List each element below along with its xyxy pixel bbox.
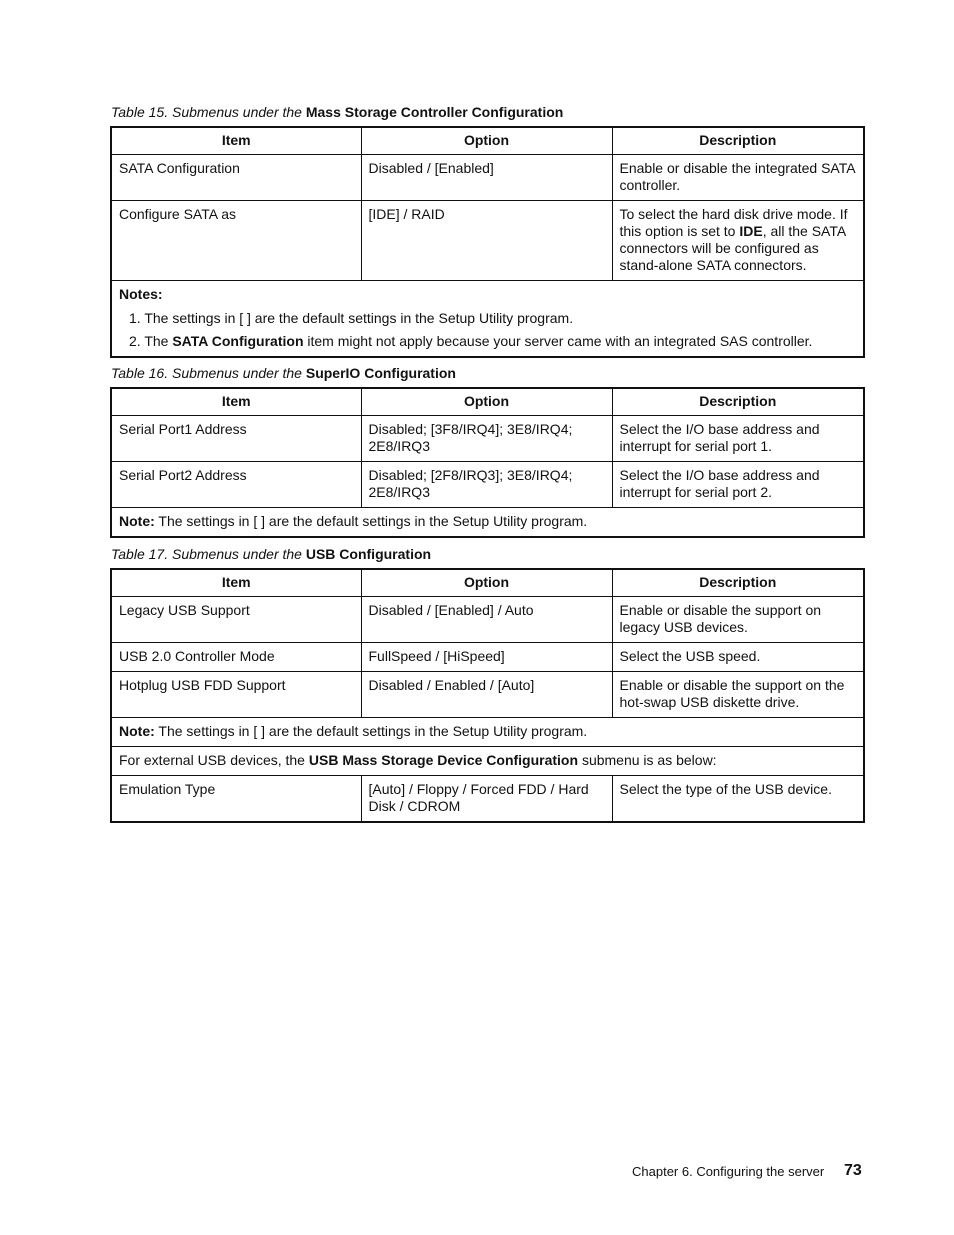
table-16-caption bbox=[111, 365, 456, 382]
cell-item: SATA Configuration bbox=[111, 155, 361, 201]
note-2 bbox=[119, 333, 856, 350]
column-header-option: Option bbox=[361, 569, 612, 597]
cell-option: Disabled / [Enabled] bbox=[361, 155, 612, 201]
cell-option: Disabled / [Enabled] / Auto bbox=[361, 597, 612, 643]
cell-description: Select the USB speed. bbox=[612, 643, 864, 672]
page-number: 73 bbox=[844, 1162, 862, 1179]
cell-item: Configure SATA as bbox=[111, 201, 361, 281]
cell-description: Select the I/O base address and interrupt for serial port 2. bbox=[612, 462, 864, 508]
ext-text: For external USB devices, the bbox=[119, 752, 305, 768]
table-15 bbox=[110, 126, 865, 358]
notes-row bbox=[111, 281, 864, 358]
table-15-caption bbox=[111, 104, 563, 121]
note-text: item might not apply because your server came with an integrated SAS controller. bbox=[307, 333, 813, 349]
table-header-row bbox=[111, 388, 864, 416]
cell-option: Disabled / Enabled / [Auto] bbox=[361, 672, 612, 718]
caption-title: SuperIO Configuration bbox=[305, 365, 456, 381]
cell-description: Enable or disable the support on legacy USB devices. bbox=[612, 597, 864, 643]
cell-option: [Auto] / Floppy / Forced FDD / Hard Disk / CDROM bbox=[361, 776, 612, 823]
note-label: Note: bbox=[119, 513, 155, 529]
cell-item: Serial Port2 Address bbox=[111, 462, 361, 508]
cell-item: Emulation Type bbox=[111, 776, 361, 823]
cell-option: FullSpeed / [HiSpeed] bbox=[361, 643, 612, 672]
column-header-description: Description bbox=[612, 569, 864, 597]
note-bold: SATA Configuration bbox=[172, 333, 304, 349]
column-header-item: Item bbox=[111, 127, 361, 155]
note-label: Note: bbox=[119, 723, 155, 739]
ext-text: submenu is as below: bbox=[581, 752, 717, 768]
table-row bbox=[111, 672, 864, 718]
caption-prefix: Table 16. Submenus under the bbox=[111, 365, 302, 381]
table-row bbox=[111, 201, 864, 281]
notes-row bbox=[111, 718, 864, 747]
external-usb-row bbox=[111, 747, 864, 776]
caption-prefix: Table 15. Submenus under the bbox=[111, 104, 302, 120]
notes-title: Notes: bbox=[119, 286, 163, 302]
cell-description: Enable or disable the support on the hot-swap USB diskette drive. bbox=[612, 672, 864, 718]
external-usb-cell bbox=[111, 747, 864, 776]
note-text: The settings in [ ] are the default settings in the Setup Utility program. bbox=[158, 513, 588, 529]
caption-title: Mass Storage Controller Configuration bbox=[305, 104, 564, 120]
note-text: 2. The bbox=[129, 333, 169, 349]
note-1: 1. The settings in [ ] are the default settings in the Setup Utility program. bbox=[129, 310, 574, 326]
column-header-option: Option bbox=[361, 127, 612, 155]
caption-prefix: Table 17. Submenus under the bbox=[111, 546, 302, 562]
column-header-item: Item bbox=[111, 388, 361, 416]
chapter-title: Chapter 6. Configuring the server bbox=[632, 1164, 825, 1179]
cell-option: Disabled; [2F8/IRQ3]; 3E8/IRQ4; 2E8/IRQ3 bbox=[361, 462, 612, 508]
column-header-description: Description bbox=[612, 388, 864, 416]
ext-bold: USB Mass Storage Device Configuration bbox=[308, 752, 579, 768]
table-row bbox=[111, 416, 864, 462]
notes-cell bbox=[111, 508, 864, 538]
column-header-item: Item bbox=[111, 569, 361, 597]
notes-row bbox=[111, 508, 864, 538]
notes-cell bbox=[111, 718, 864, 747]
cell-description: Enable or disable the integrated SATA controller. bbox=[612, 155, 864, 201]
column-header-option: Option bbox=[361, 388, 612, 416]
table-row bbox=[111, 776, 864, 823]
table-header-row bbox=[111, 569, 864, 597]
cell-description: Select the I/O base address and interrupt for serial port 1. bbox=[612, 416, 864, 462]
description-text: , all the SATA connectors will be configured as stand-alone SATA connectors. bbox=[619, 223, 846, 273]
table-16 bbox=[110, 387, 865, 538]
table-row bbox=[111, 643, 864, 672]
cell-description bbox=[612, 201, 864, 281]
cell-item: USB 2.0 Controller Mode bbox=[111, 643, 361, 672]
table-17 bbox=[110, 568, 865, 823]
cell-item: Serial Port1 Address bbox=[111, 416, 361, 462]
cell-item: Hotplug USB FDD Support bbox=[111, 672, 361, 718]
table-header-row bbox=[111, 127, 864, 155]
page-footer bbox=[632, 1162, 862, 1179]
table-row bbox=[111, 155, 864, 201]
notes-cell bbox=[111, 281, 864, 358]
description-text: To select the hard disk drive mode. If this option is set to bbox=[619, 206, 848, 239]
cell-description: Select the type of the USB device. bbox=[612, 776, 864, 823]
table-row bbox=[111, 597, 864, 643]
table-row bbox=[111, 462, 864, 508]
description-bold: IDE bbox=[739, 223, 763, 239]
caption-title: USB Configuration bbox=[305, 546, 432, 562]
cell-option: Disabled; [3F8/IRQ4]; 3E8/IRQ4; 2E8/IRQ3 bbox=[361, 416, 612, 462]
column-header-description: Description bbox=[612, 127, 864, 155]
table-17-caption bbox=[111, 546, 431, 563]
cell-item: Legacy USB Support bbox=[111, 597, 361, 643]
cell-option: [IDE] / RAID bbox=[361, 201, 612, 281]
note-text: The settings in [ ] are the default settings in the Setup Utility program. bbox=[158, 723, 588, 739]
